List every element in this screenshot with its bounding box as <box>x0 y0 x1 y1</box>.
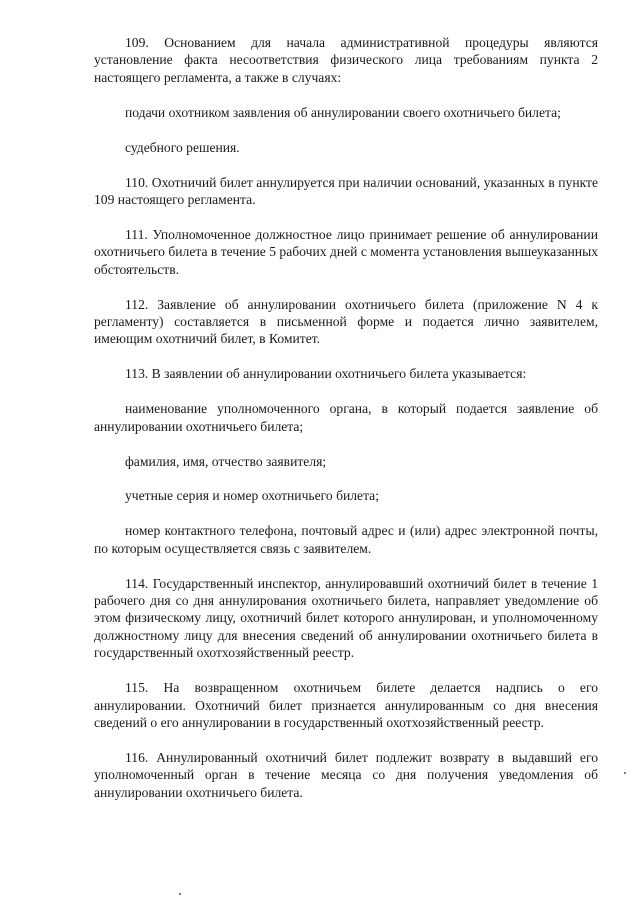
paragraph-112: 112. Заявление об аннулировании охотничьего билета (приложение N 4 к регламенту) составляется в письменной форме и подается лично заявителем, имеющим охотничий билет, в Комитет. <box>94 296 598 347</box>
paragraph-113-item-authority: наименование уполномоченного органа, в который подается заявление об аннулировании охотничьего билета; <box>94 401 598 434</box>
paragraph-113-item-ticket: учетные серия и номер охотничьего билета; <box>125 488 379 504</box>
paragraph-115: 115. На возвращенном охотничьем билете делается надпись о его аннулировании. Охотничий билет признается аннулированным со дня внесения сведений о его аннулировании в государственный охотхозяйственный реестр. <box>94 680 598 730</box>
paragraph-109-case-application: подачи охотником заявления об аннулировании своего охотничьего билета; <box>125 104 561 120</box>
document-body <box>94 34 598 801</box>
paragraph-109: 109. Основанием для начала административной процедуры являются установление факта несоответствия физического лица требованиям пункта 2 настоящего регламента, а также в случаях: <box>94 35 598 85</box>
paragraph-113-item-name: фамилия, имя, отчество заявителя; <box>125 453 327 469</box>
paragraph-113-item-contacts: номер контактного телефона, почтовый адрес и (или) адрес электронной почты, по которым осуществляется связь с заявителем. <box>94 523 598 556</box>
paragraph-116: 116. Аннулированный охотничий билет подлежит возврату в выдавший его уполномоченный орган в течение месяца со дня получения уведомления об аннулировании охотничьего билета. <box>94 749 598 800</box>
paragraph-114: 114. Государственный инспектор, аннулировавший охотничий билет в течение 1 рабочего дня со дня аннулирования охотничьего билета, направляет уведомление об этом физическому лицу, охотничий билет которого аннулирован, и уполномоченному должностному лицу для внесения сведений об аннулировании охотничьего билета в государственный охотхозяйственный реестр. <box>94 575 598 661</box>
scan-speck <box>624 772 626 774</box>
paragraph-111: 111. Уполномоченное должностное лицо принимает решение об аннулировании охотничьего билета в течение 5 рабочих дней с момента установления вышеуказанных обстоятельств. <box>94 226 598 277</box>
paragraph-113: 113. В заявлении об аннулировании охотничьего билета указывается: <box>125 366 527 382</box>
scan-speck <box>179 893 181 895</box>
paragraph-109-case-court: судебного решения. <box>125 139 240 155</box>
paragraph-110: 110. Охотничий билет аннулируется при наличии оснований, указанных в пункте 109 настоящего регламента. <box>94 174 598 207</box>
